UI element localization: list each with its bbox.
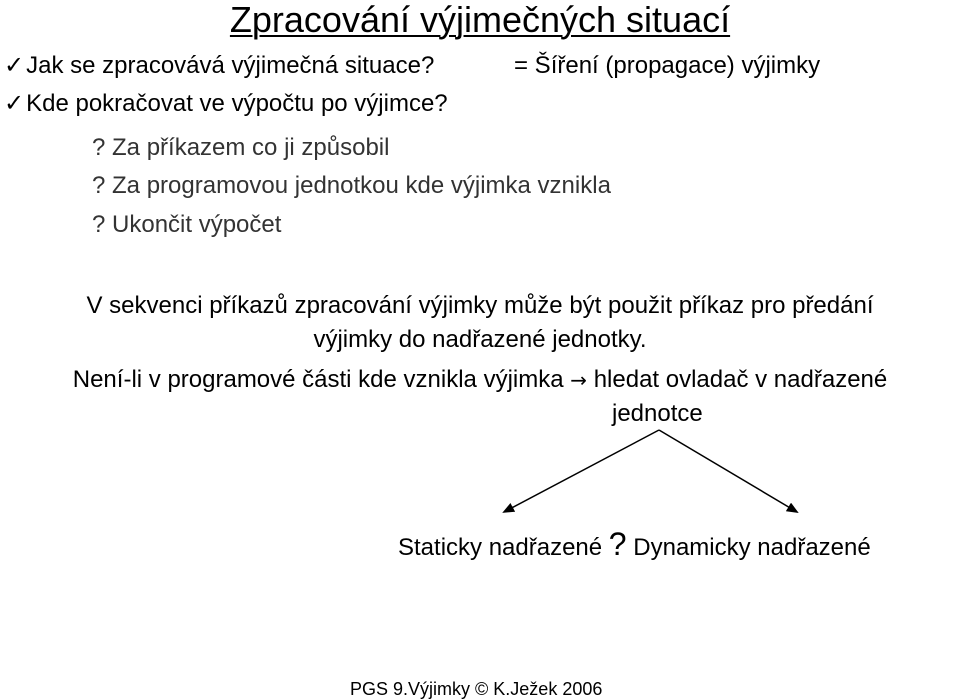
footer: PGS 9.Výjimky © K.Ježek 2006	[350, 679, 603, 699]
checklist-question: Jak se zpracovává výjimečná situace?	[26, 52, 435, 79]
checkmark-icon: ✓	[4, 90, 25, 117]
paragraph-line-2: výjimky do nadřazené jednotky.	[313, 326, 647, 353]
arrow-to-dynamic	[659, 430, 797, 512]
separator-question-mark: ?	[608, 526, 627, 562]
right-arrow-icon: →	[570, 368, 588, 392]
tree-node-row	[398, 526, 871, 563]
arrow-to-static	[504, 430, 659, 512]
option-terminate: ? Ukončit výpočet	[92, 211, 282, 238]
dynamic-parent-label: Dynamicky nadřazené	[633, 534, 871, 561]
checkmark-icon: ✓	[4, 52, 25, 79]
option-after-unit: ? Za programovou jednotkou kde výjimka vznikla	[92, 172, 611, 199]
rule-text-part1: Není-li v programové části kde vznikla výjimka	[72, 366, 564, 393]
checklist-question: Kde pokračovat ve výpočtu po výjimce?	[26, 90, 448, 117]
static-parent-label: Staticky nadřazené	[398, 534, 603, 561]
checklist-answer: = Šíření (propagace) výjimky	[514, 52, 821, 79]
rule-line-2: jednotce	[612, 400, 703, 427]
option-after-statement: ? Za příkazem co ji způsobil	[92, 134, 390, 161]
rule-text-part2: hledat ovladač v nadřazené	[593, 366, 888, 393]
page-title: Zpracování výjimečných situací	[229, 0, 731, 40]
paragraph-line-1: V sekvenci příkazů zpracování výjimky může být použit příkaz pro předání	[86, 292, 874, 319]
